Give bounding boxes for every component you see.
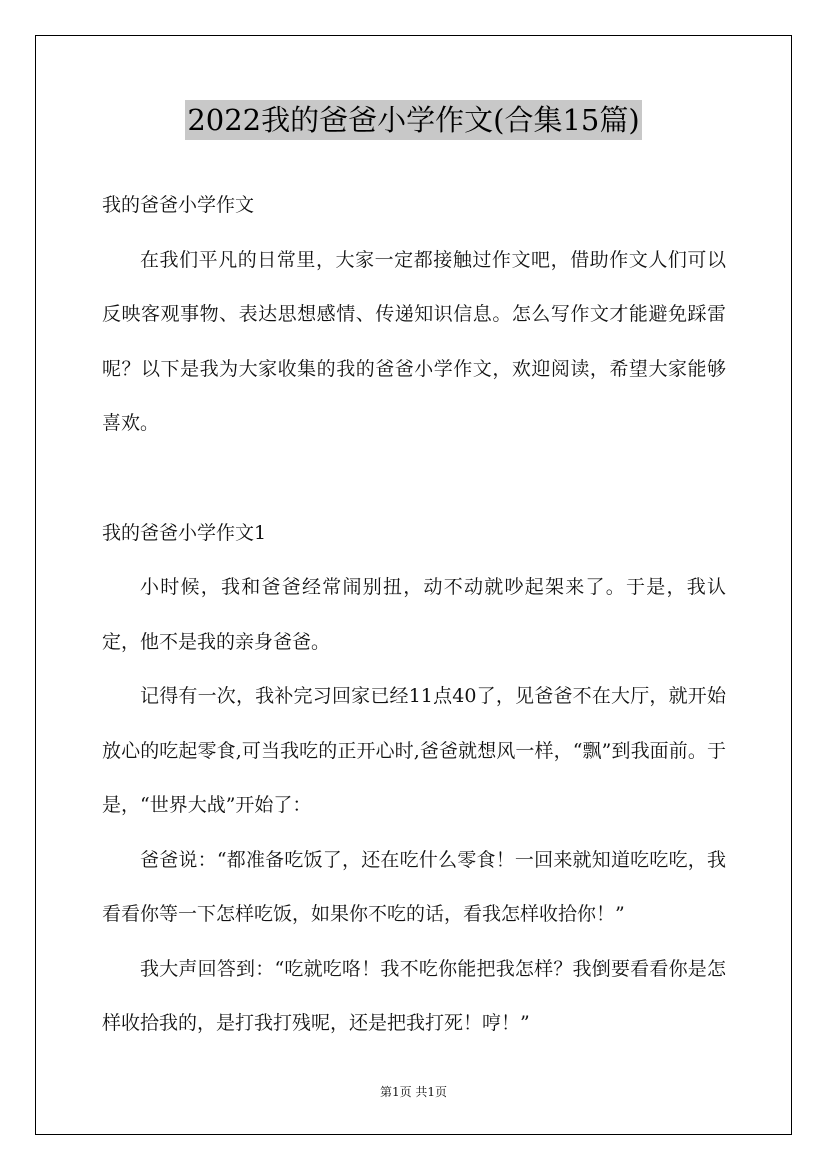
page-footer [0,1083,827,1101]
body-paragraph: 记得有一次，我补完习回家已经11点40了，见爸爸不在大厅，就开始放心的吃起零食,可当我吃的正开心时,爸爸就想风一样，“飘”到我面前。于是，“世界大战”开始了： [102,685,726,816]
section-heading: 我的爸爸小学作文1 [102,521,267,544]
body-paragraph: 小时候，我和爸爸经常闹别扭，动不动就吵起架来了。于是，我认定，他不是我的亲身爸爸。 [102,576,726,653]
body-paragraph: 我大声回答到：“吃就吃咯！我不吃你能把我怎样？我倒要看看你是怎样收拾我的，是打我打残呢，还是把我打死！哼！” [102,957,726,1034]
title-container [0,100,827,140]
intro-heading: 我的爸爸小学作文 [102,194,255,216]
page-number: 第1页 共1页 [379,1085,448,1099]
intro-paragraph: 在我们平凡的日常里，大家一定都接触过作文吧，借助作文人们可以反映客观事物、表达思想感情、传递知识信息。怎么写作文才能避免踩雷呢？以下是我为大家收集的我的爸爸小学作文，欢迎阅读，希望大家能够喜欢。 [102,248,726,434]
document-title: 2022我的爸爸小学作文(合集15篇) [185,100,641,140]
document-body [102,178,726,1051]
body-paragraph: 爸爸说：“都准备吃饭了，还在吃什么零食！一回来就知道吃吃吃，我看看你等一下怎样吃饭，如果你不吃的话，看我怎样收拾你！” [102,848,726,925]
section-spacer [102,451,726,506]
